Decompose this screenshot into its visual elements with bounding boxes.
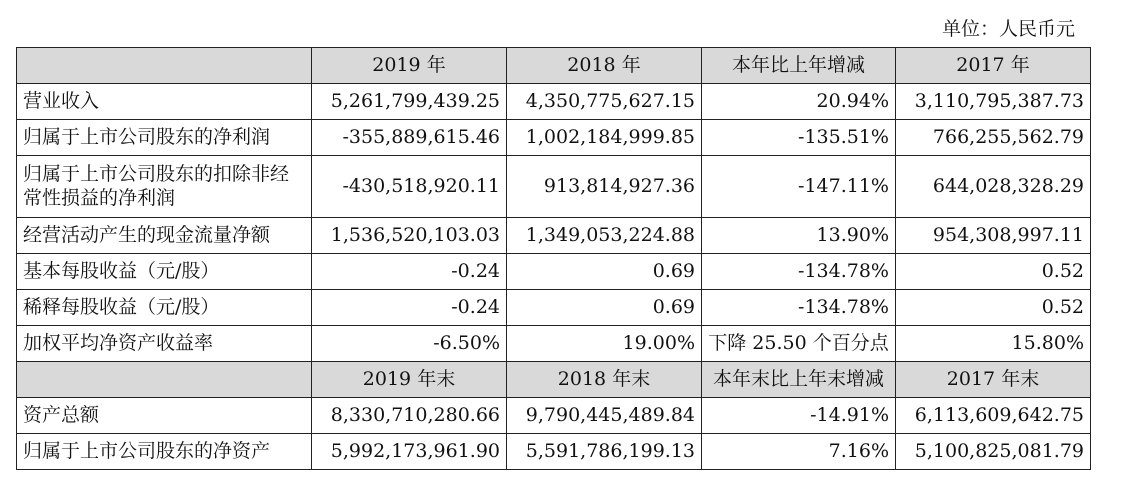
value-change: 13.90%: [702, 218, 896, 254]
row-label: 加权平均净资产收益率: [17, 326, 312, 362]
value-2017: 6,113,609,642.75: [896, 398, 1091, 434]
value-change: 20.94%: [702, 84, 896, 120]
header-row-period-end: [17, 362, 1091, 398]
value-2017: 0.52: [896, 254, 1091, 290]
table-row: [17, 434, 1091, 470]
row-label: 营业收入: [17, 84, 312, 120]
table-row: [17, 398, 1091, 434]
value-2017: 644,028,328.29: [896, 156, 1091, 218]
header-change: 本年比上年增减: [702, 48, 896, 84]
value-2018: 9,790,445,489.84: [507, 398, 702, 434]
value-2018: 1,349,053,224.88: [507, 218, 702, 254]
table-row: [17, 326, 1091, 362]
row-label: 资产总额: [17, 398, 312, 434]
value-2019: 5,992,173,961.90: [312, 434, 507, 470]
header-corner-cell: [17, 48, 312, 84]
row-label-line2: 常性损益的净利润: [23, 186, 176, 209]
header-2017-end: 2017 年末: [896, 362, 1091, 398]
value-change: -14.91%: [702, 398, 896, 434]
value-2019: 8,330,710,280.66: [312, 398, 507, 434]
financial-data-table: [16, 47, 1091, 470]
value-2018: 4,350,775,627.15: [507, 84, 702, 120]
table-row: [17, 254, 1091, 290]
value-2019: 5,261,799,439.25: [312, 84, 507, 120]
value-2019: -355,889,615.46: [312, 120, 507, 156]
value-2017: 954,308,997.11: [896, 218, 1091, 254]
row-label: 经营活动产生的现金流量净额: [17, 218, 312, 254]
table-row: [17, 120, 1091, 156]
value-change: 7.16%: [702, 434, 896, 470]
value-2018: 0.69: [507, 290, 702, 326]
header-2018-end: 2018 年末: [507, 362, 702, 398]
header-row-annual: [17, 48, 1091, 84]
value-2017: 766,255,562.79: [896, 120, 1091, 156]
row-label: 稀释每股收益（元/股）: [17, 290, 312, 326]
table-row: [17, 218, 1091, 254]
value-2017: 5,100,825,081.79: [896, 434, 1091, 470]
value-2017: 15.80%: [896, 326, 1091, 362]
header-2019-end: 2019 年末: [312, 362, 507, 398]
row-label: 归属于上市公司股东的净利润: [17, 120, 312, 156]
value-2017: 0.52: [896, 290, 1091, 326]
header-2018: 2018 年: [507, 48, 702, 84]
header-2017: 2017 年: [896, 48, 1091, 84]
table-row: [17, 156, 1091, 218]
row-label-line1: 归属于上市公司股东的扣除非经: [23, 162, 290, 185]
header-change-end: 本年末比上年末增减: [702, 362, 896, 398]
value-change: -147.11%: [702, 156, 896, 218]
value-2018: 5,591,786,199.13: [507, 434, 702, 470]
row-label: 归属于上市公司股东的净资产: [17, 434, 312, 470]
unit-label: 单位：人民币元: [941, 18, 1075, 40]
value-2019: -0.24: [312, 290, 507, 326]
row-label: [17, 156, 312, 218]
row-label: 基本每股收益（元/股）: [17, 254, 312, 290]
value-2018: 1,002,184,999.85: [507, 120, 702, 156]
table-row: [17, 290, 1091, 326]
value-2019: -6.50%: [312, 326, 507, 362]
value-2018: 19.00%: [507, 326, 702, 362]
table-row: [17, 84, 1091, 120]
value-change: 下降 25.50 个百分点: [702, 326, 896, 362]
value-2018: 0.69: [507, 254, 702, 290]
value-2018: 913,814,927.36: [507, 156, 702, 218]
value-2019: -0.24: [312, 254, 507, 290]
value-2019: -430,518,920.11: [312, 156, 507, 218]
value-2017: 3,110,795,387.73: [896, 84, 1091, 120]
header-2019: 2019 年: [312, 48, 507, 84]
value-change: -134.78%: [702, 290, 896, 326]
value-2019: 1,536,520,103.03: [312, 218, 507, 254]
value-change: -135.51%: [702, 120, 896, 156]
header-corner-cell: [17, 362, 312, 398]
value-change: -134.78%: [702, 254, 896, 290]
